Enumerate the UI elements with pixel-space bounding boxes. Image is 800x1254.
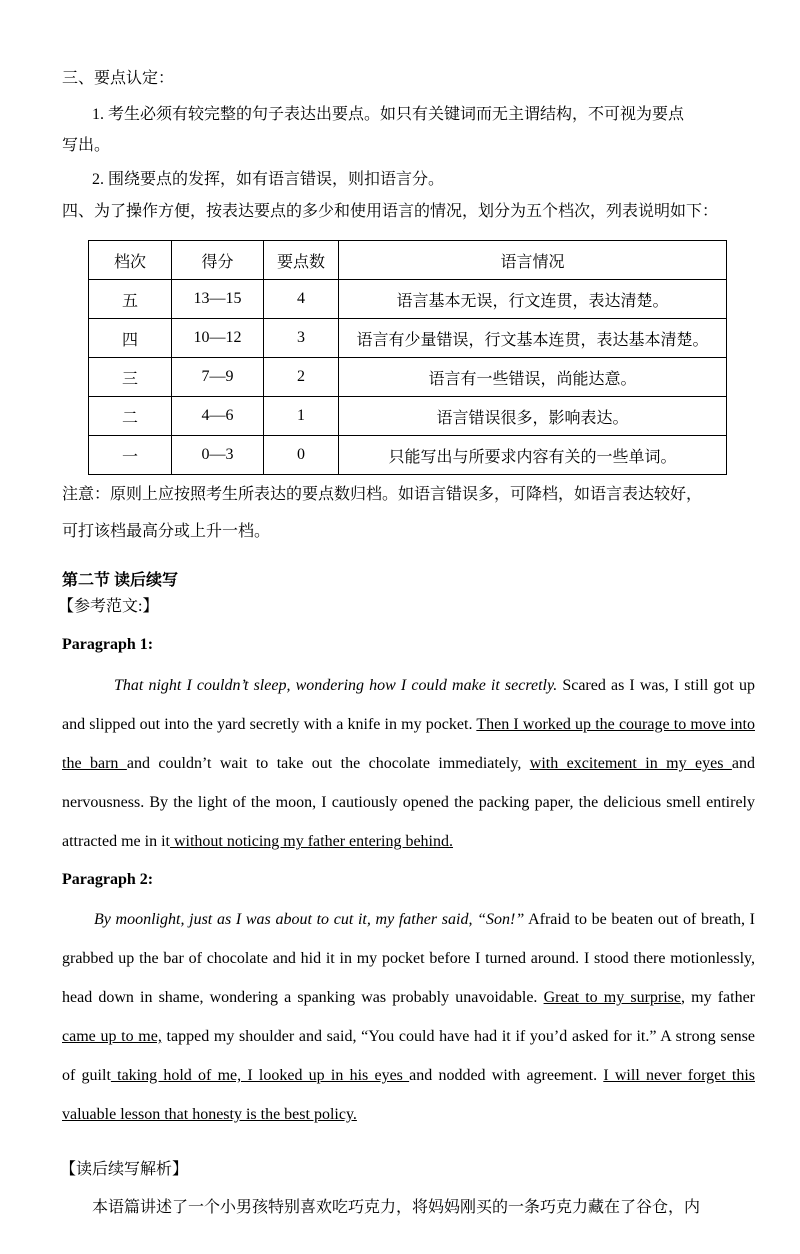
- underlined-phrase: taking hold of me, I looked up in his eyes: [110, 1067, 410, 1084]
- table-cell: 10—12: [172, 319, 264, 358]
- given-opening-sentence: That night I couldn’t sleep, wondering how I could make it secretly.: [114, 677, 558, 694]
- text-segment: tapped my shoulder and said, “You could have had it if you’d asked for it.” A strong sense of guilt: [62, 1028, 755, 1084]
- table-cell: 2: [264, 358, 339, 397]
- underlined-phrase: came up to me,: [62, 1028, 162, 1045]
- table-cell: 三: [89, 358, 172, 397]
- underlined-phrase: with excitement in my eyes: [529, 755, 732, 772]
- table-header: 要点数: [264, 241, 339, 280]
- table-cell: 7—9: [172, 358, 264, 397]
- table-header-row: [89, 241, 727, 280]
- text-segment: , my father: [681, 989, 756, 1006]
- table-cell: 语言有少量错误，行文基本连贯，表达基本清楚。: [339, 319, 727, 358]
- text-segment: and nervousness. By the light of the moon, I cautiously opened the packing paper, the delicious smell entirely attracted me in it: [62, 755, 756, 850]
- table-cell: 语言有一些错误，尚能达意。: [339, 358, 727, 397]
- table-row: [89, 436, 727, 475]
- text-segment: Scared as I was, I still got up and slipped out into the yard secretly with a knife in my pocket.: [62, 677, 755, 733]
- table-cell: 只能写出与所要求内容有关的一些单词。: [339, 436, 727, 475]
- table-header: 得分: [172, 241, 264, 280]
- analysis-text: 本语篇讲述了一个小男孩特别喜欢吃巧克力，将妈妈刚买的一条巧克力藏在了谷仓，内: [92, 1199, 701, 1216]
- part2-title: 第二节 读后续写: [62, 572, 179, 589]
- table-cell: 四: [89, 319, 172, 358]
- paragraph1-label: Paragraph 1:: [62, 636, 154, 653]
- table-cell: 4—6: [172, 397, 264, 436]
- grading-table: [88, 240, 727, 475]
- table-cell: 0: [264, 436, 339, 475]
- table-cell: 语言基本无误，行文连贯，表达清楚。: [339, 280, 727, 319]
- table-cell: 3: [264, 319, 339, 358]
- section3-item1: 1. 考生必须有较完整的句子表达出要点。如只有关键词而无主谓结构，不可视为要点: [92, 106, 685, 123]
- table-row: [89, 358, 727, 397]
- table-cell: 13—15: [172, 280, 264, 319]
- table-row: [89, 319, 727, 358]
- table-header: 档次: [89, 241, 172, 280]
- table-cell: 语言错误很多，影响表达。: [339, 397, 727, 436]
- text-segment: and nodded with agreement.: [409, 1067, 604, 1084]
- underlined-phrase: Great to my surprise: [543, 989, 682, 1006]
- reference-label: 【参考范文:】: [58, 598, 159, 615]
- table-header: 语言情况: [339, 241, 727, 280]
- section3-item2: 2. 围绕要点的发挥，如有语言错误，则扣语言分。: [92, 171, 445, 188]
- table-cell: 4: [264, 280, 339, 319]
- section4-heading: 四、为了操作方便，按表达要点的多少和使用语言的情况，划分为五个档次，列表说明如下：: [62, 203, 719, 220]
- analysis-label: 【读后续写解析】: [60, 1161, 189, 1178]
- note-line1: 注意：原则上应按照考生所表达的要点数归档。如语言错误多，可降档，如语言表达较好，: [62, 486, 703, 503]
- table-cell: 1: [264, 397, 339, 436]
- table-cell: 二: [89, 397, 172, 436]
- underlined-phrase: Then I worked up the courage to move into the barn: [62, 716, 755, 772]
- paragraph2-text: [62, 900, 755, 1134]
- section3-item1-cont: 写出。: [62, 137, 111, 154]
- table-row: [89, 397, 727, 436]
- note-line2: 可打该档最高分或上升一档。: [62, 523, 271, 540]
- given-opening-sentence: By moonlight, just as I was about to cut it, my father said, “Son!”: [94, 911, 525, 928]
- table-cell: 一: [89, 436, 172, 475]
- section3-heading: 三、要点认定：: [62, 70, 175, 87]
- paragraph2-label: Paragraph 2:: [62, 871, 154, 888]
- underlined-phrase: without noticing my father entering behind.: [169, 833, 453, 850]
- table-cell: 五: [89, 280, 172, 319]
- paragraph1-text: [62, 666, 755, 861]
- table-row: [89, 280, 727, 319]
- table-cell: 0—3: [172, 436, 264, 475]
- underlined-phrase: I will never forget this valuable lesson that honesty is the best policy.: [62, 1067, 755, 1123]
- text-segment: and couldn’t wait to take out the chocolate immediately,: [126, 755, 530, 772]
- text-segment: Afraid to be beaten out of breath, I grabbed up the bar of chocolate and hid it in my pocket before I turned around. I stood there motionlessly, head down in shame, wondering a spanking was probably unavoidable.: [62, 911, 756, 1006]
